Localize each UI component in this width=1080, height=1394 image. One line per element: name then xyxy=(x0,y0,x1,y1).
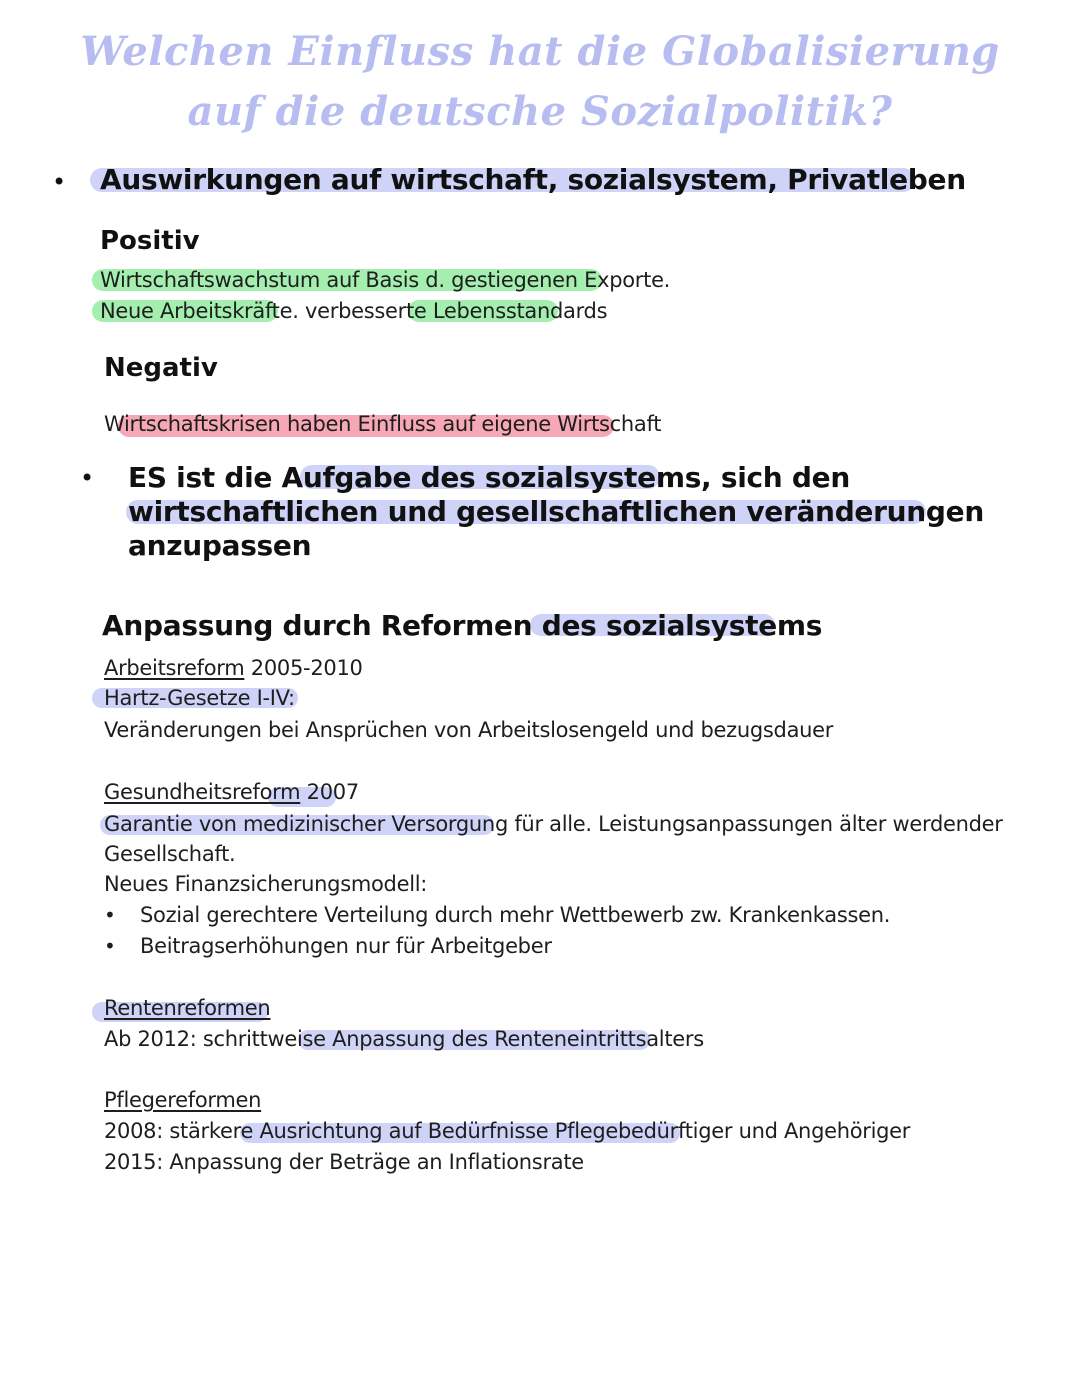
pflegereformen-line-1: 2008: stärkere Ausrichtung auf Bedürfnisse Pflegebedürftiger und Angehöriger xyxy=(104,1119,911,1143)
section-2-line-1: ES ist die Aufgabe des sozialsystems, sich den xyxy=(128,461,850,494)
rentenreformen-title xyxy=(104,996,270,1020)
reform-heading: Anpassung durch Reformen des sozialsystems xyxy=(102,609,823,642)
arbeitsreform-title-label: Arbeitsreform xyxy=(104,656,245,680)
gesundheitsreform-title-label: Gesundheitsreform xyxy=(104,780,301,804)
gesundheitsreform-line-3: Neues Finanzsicherungsmodell: xyxy=(104,872,428,896)
gesundheitsreform-years: 2007 xyxy=(300,780,359,804)
gesundheitsreform-line-2: Gesellschaft. xyxy=(104,842,236,866)
gesundheitsreform-bullet-2: Beitragserhöhungen nur für Arbeitgeber xyxy=(140,934,552,958)
gesundheitsreform-bullet-1: Sozial gerechtere Verteilung durch mehr Wettbewerb zw. Krankenkassen. xyxy=(140,903,891,927)
positive-line-2-part-b: verbesserte Lebensstandards xyxy=(298,299,608,323)
gesundheitsreform-line-1: Garantie von medizinischer Versorgung für alle. Leistungsanpassungen älter werdender xyxy=(104,812,1003,836)
bullet-marker: • xyxy=(104,934,116,958)
pflegereformen-title xyxy=(104,1088,261,1112)
rentenreformen-line-1: Ab 2012: schrittweise Anpassung des Renteneintrittsalters xyxy=(104,1027,704,1051)
positive-line-2 xyxy=(100,299,607,323)
pflegereformen-title-label: Pflegereformen xyxy=(104,1088,262,1112)
positive-line-1: Wirtschaftswachstum auf Basis d. gestiegenen Exporte. xyxy=(100,268,671,292)
arbeitsreform-line-1: Hartz-Gesetze I-IV: xyxy=(104,686,295,710)
positive-line-2-part-a: Neue Arbeitskräfte. xyxy=(100,299,299,323)
negative-line-1: Wirtschaftskrisen haben Einfluss auf eigene Wirtschaft xyxy=(104,412,662,436)
page-title-line-1: Welchen Einfluss hat die Globalisierung xyxy=(80,28,1000,75)
arbeitsreform-title xyxy=(104,656,363,680)
rentenreformen-title-label: Rentenreformen xyxy=(104,996,271,1020)
arbeitsreform-line-2: Veränderungen bei Ansprüchen von Arbeitslosengeld und bezugsdauer xyxy=(104,718,834,742)
negative-label: Negativ xyxy=(104,353,218,383)
section-2-line-3: anzupassen xyxy=(128,529,312,562)
bullet-marker: • xyxy=(52,168,67,196)
section-heading-effects: Auswirkungen auf wirtschaft, sozialsystem, Privatleben xyxy=(100,163,966,196)
bullet-marker: • xyxy=(104,903,116,927)
pflegereformen-line-2: 2015: Anpassung der Beträge an Inflationsrate xyxy=(104,1150,584,1174)
gesundheitsreform-title xyxy=(104,780,359,804)
page-title-line-2: auf die deutsche Sozialpolitik? xyxy=(187,88,893,135)
positive-label: Positiv xyxy=(100,226,200,256)
section-2-line-2: wirtschaftlichen und gesellschaftlichen veränderungen xyxy=(128,495,984,528)
bullet-marker: • xyxy=(80,464,95,492)
arbeitsreform-years: 2005-2010 xyxy=(244,656,363,680)
